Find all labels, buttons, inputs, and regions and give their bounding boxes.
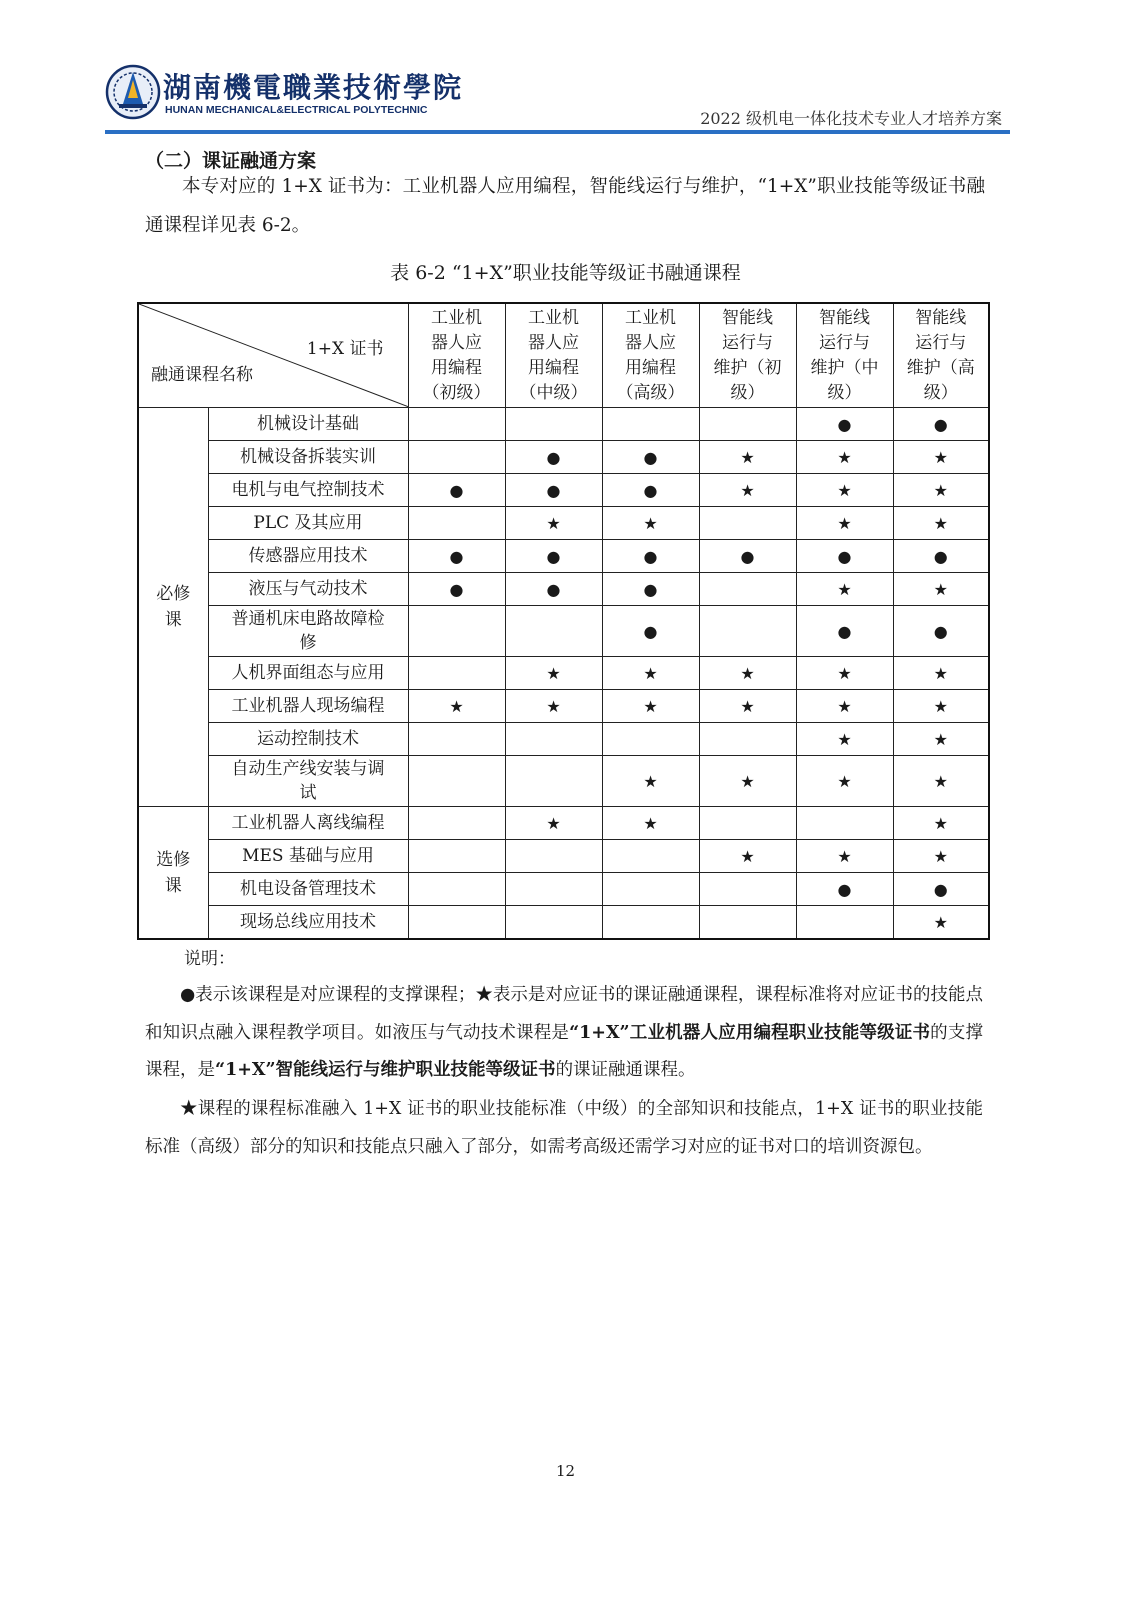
mark-cell: ●: [796, 408, 893, 441]
mark-cell: [699, 507, 796, 540]
mark-cell: [408, 441, 505, 474]
mark-cell: ★: [796, 507, 893, 540]
course-group-label: 选修 课: [138, 807, 208, 940]
table-row: [138, 807, 989, 840]
mark-cell: [602, 906, 699, 940]
table-row: [138, 756, 989, 807]
mark-cell: ★: [505, 690, 602, 723]
certificate-course-table: [137, 302, 990, 940]
mark-cell: ●: [602, 474, 699, 507]
mark-cell: ★: [893, 657, 989, 690]
mark-cell: ●: [505, 540, 602, 573]
table-row: [138, 657, 989, 690]
mark-cell: ★: [893, 906, 989, 940]
course-name: 液压与气动技术: [208, 573, 408, 606]
certificate-header: 工业机 器人应 用编程 （中级）: [505, 303, 602, 408]
mark-cell: [699, 807, 796, 840]
mark-cell: ★: [893, 756, 989, 807]
mark-cell: ★: [602, 657, 699, 690]
mark-cell: ★: [893, 807, 989, 840]
mark-cell: [699, 408, 796, 441]
mark-cell: [505, 906, 602, 940]
mark-cell: ★: [699, 657, 796, 690]
mark-cell: ★: [699, 690, 796, 723]
course-name: 机电设备管理技术: [208, 873, 408, 906]
mark-cell: ★: [893, 474, 989, 507]
mark-cell: ★: [893, 690, 989, 723]
mark-cell: ★: [893, 441, 989, 474]
mark-cell: [602, 408, 699, 441]
notes-paragraph: ★课程的课程标准融入 1+X 证书的职业技能标准（中级）的全部知识和技能点，1+X 证书的职业技能标准（高级）部分的知识和技能点只融入了部分，如需考高级还需学习对应的证书对口的培训资源包。: [145, 1099, 983, 1157]
course-name: 机械设计基础: [208, 408, 408, 441]
mark-cell: ●: [408, 474, 505, 507]
header-rule: [105, 130, 1010, 134]
mark-cell: ★: [893, 840, 989, 873]
mark-cell: [408, 756, 505, 807]
mark-cell: [408, 507, 505, 540]
mark-cell: ★: [699, 756, 796, 807]
mark-cell: ●: [699, 540, 796, 573]
table-row: [138, 540, 989, 573]
mark-cell: [602, 873, 699, 906]
table-row: [138, 507, 989, 540]
mark-cell: [602, 840, 699, 873]
mark-cell: ●: [408, 540, 505, 573]
header-program-title: 2022 级机电一体化技术专业人才培养方案: [700, 109, 1002, 128]
mark-cell: ★: [796, 723, 893, 756]
mark-cell: ●: [796, 873, 893, 906]
table-row: [138, 474, 989, 507]
mark-cell: ★: [796, 474, 893, 507]
table-row: [138, 408, 989, 441]
page-header: [105, 62, 1010, 137]
mark-cell: ★: [796, 756, 893, 807]
mark-cell: ★: [699, 441, 796, 474]
table-row: [138, 906, 989, 940]
mark-cell: ★: [796, 840, 893, 873]
mark-cell: ★: [602, 756, 699, 807]
mark-cell: [408, 906, 505, 940]
mark-cell: [408, 408, 505, 441]
mark-cell: ●: [602, 606, 699, 657]
course-name: 电机与电气控制技术: [208, 474, 408, 507]
mark-cell: [408, 657, 505, 690]
mark-cell: ★: [602, 807, 699, 840]
mark-cell: [699, 606, 796, 657]
mark-cell: ★: [893, 723, 989, 756]
mark-cell: ★: [408, 690, 505, 723]
mark-cell: [408, 807, 505, 840]
institution-name-cn: 湖南機電職業技術學院: [163, 71, 464, 104]
mark-cell: ★: [505, 507, 602, 540]
mark-cell: [505, 723, 602, 756]
course-name: 工业机器人现场编程: [208, 690, 408, 723]
table-row: [138, 606, 989, 657]
table-row: [138, 690, 989, 723]
mark-cell: [408, 840, 505, 873]
section-heading: （二）课证融通方案: [145, 150, 317, 172]
mark-cell: ★: [505, 807, 602, 840]
mark-cell: [699, 873, 796, 906]
certificate-header: 智能线 运行与 维护（高 级）: [893, 303, 989, 408]
table-row: [138, 840, 989, 873]
mark-cell: [796, 906, 893, 940]
course-name: 机械设备拆装实训: [208, 441, 408, 474]
corner-certificate-label: 1+X 证书: [306, 339, 384, 359]
mark-cell: [408, 723, 505, 756]
notes-label: 说明：: [184, 949, 235, 969]
mark-cell: ●: [796, 606, 893, 657]
mark-cell: [408, 873, 505, 906]
mark-cell: ★: [699, 840, 796, 873]
mark-cell: ●: [893, 606, 989, 657]
mark-cell: ●: [505, 474, 602, 507]
mark-cell: [699, 906, 796, 940]
course-name: 运动控制技术: [208, 723, 408, 756]
mark-cell: ★: [893, 507, 989, 540]
mark-cell: [602, 723, 699, 756]
mark-cell: ●: [893, 408, 989, 441]
course-name: 工业机器人离线编程: [208, 807, 408, 840]
mark-cell: [505, 756, 602, 807]
table-corner-header: [138, 303, 408, 408]
mark-cell: ★: [796, 573, 893, 606]
mark-cell: ★: [505, 657, 602, 690]
course-name: 现场总线应用技术: [208, 906, 408, 940]
mark-cell: ●: [602, 540, 699, 573]
mark-cell: ●: [893, 540, 989, 573]
certificate-header: 工业机 器人应 用编程 （初级）: [408, 303, 505, 408]
notes-paragraph: ●表示该课程是对应课程的支撑课程；★表示是对应证书的课证融通课程，课程标准将对应证书的技能点和知识点融入课程教学项目。如液压与气动技术课程是“1+X”工业机器人应用编程职业技能等级证书的支撑课程，是“1+X”智能线运行与维护职业技能等级证书的课证融通课程。: [145, 985, 983, 1080]
mark-cell: ★: [796, 441, 893, 474]
page-number: 12: [555, 1462, 576, 1480]
table-row: [138, 873, 989, 906]
course-name: 人机界面组态与应用: [208, 657, 408, 690]
course-name: PLC 及其应用: [208, 507, 408, 540]
table-caption: 表 6-2 “1+X”职业技能等级证书融通课程: [390, 262, 741, 284]
mark-cell: ★: [893, 573, 989, 606]
mark-cell: [505, 840, 602, 873]
course-name: 自动生产线安装与调 试: [208, 756, 408, 807]
mark-cell: ★: [796, 690, 893, 723]
mark-cell: ★: [796, 657, 893, 690]
seal-logo: [105, 64, 161, 120]
mark-cell: ★: [699, 474, 796, 507]
mark-cell: ●: [505, 573, 602, 606]
course-name: 传感器应用技术: [208, 540, 408, 573]
intro-paragraph: 本专对应的 1+X 证书为：工业机器人应用编程，智能线运行与维护，“1+X”职业技能等级证书融通课程详见表 6-2。: [145, 176, 985, 236]
table-row: [138, 723, 989, 756]
certificate-header: 智能线 运行与 维护（初 级）: [699, 303, 796, 408]
table-row: [138, 573, 989, 606]
course-name: 普通机床电路故障检 修: [208, 606, 408, 657]
mark-cell: ●: [408, 573, 505, 606]
mark-cell: [699, 573, 796, 606]
mark-cell: ●: [893, 873, 989, 906]
mark-cell: ●: [602, 441, 699, 474]
mark-cell: [505, 408, 602, 441]
mark-cell: ★: [602, 507, 699, 540]
corner-course-label: 融通课程名称: [151, 365, 253, 385]
certificate-header: 工业机 器人应 用编程 （高级）: [602, 303, 699, 408]
mark-cell: ●: [796, 540, 893, 573]
mark-cell: ★: [602, 690, 699, 723]
mark-cell: ●: [602, 573, 699, 606]
institution-name-en: HUNAN MECHANICAL&ELECTRICAL POLYTECHNIC: [165, 104, 428, 116]
mark-cell: [796, 807, 893, 840]
mark-cell: ●: [505, 441, 602, 474]
course-group-label: 必修 课: [138, 408, 208, 807]
course-name: MES 基础与应用: [208, 840, 408, 873]
certificate-header: 智能线 运行与 维护（中 级）: [796, 303, 893, 408]
mark-cell: [505, 606, 602, 657]
mark-cell: [699, 723, 796, 756]
mark-cell: [505, 873, 602, 906]
table-row: [138, 441, 989, 474]
mark-cell: [408, 606, 505, 657]
